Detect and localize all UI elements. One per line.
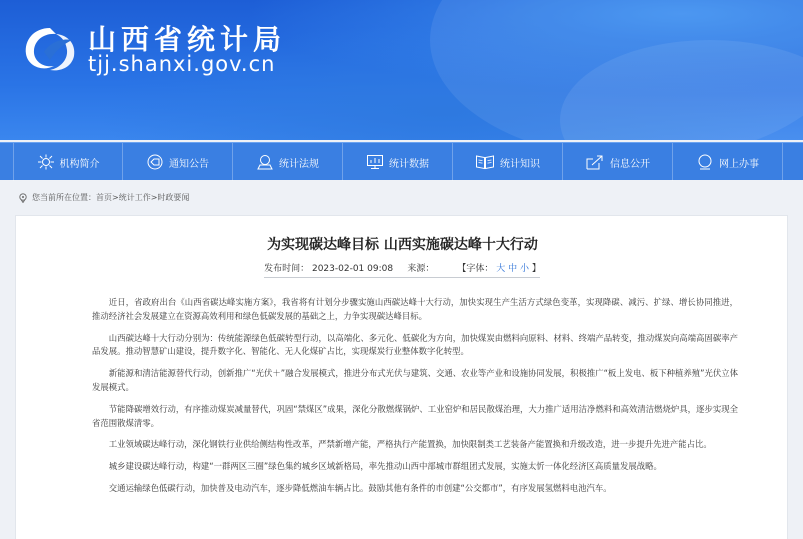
org-icon <box>37 154 55 170</box>
nav-item-law[interactable] <box>233 143 343 181</box>
breadcrumb-separator: > <box>112 193 119 202</box>
nav-item-notice[interactable] <box>123 143 233 181</box>
notice-icon <box>146 154 164 170</box>
source-label: 来源： <box>407 264 435 274</box>
nav-item-knowledge[interactable] <box>453 143 563 181</box>
article-paragraph: 交通运输绿色低碳行动，加快普及电动汽车，逐步降低燃油车辆占比。鼓励其他有条件的市创建“公交都市”，有序发展氢燃料电池汽车。 <box>108 482 612 493</box>
article-meta <box>16 261 789 274</box>
publish-time-label: 发布时间： <box>264 264 310 274</box>
nav-item-org[interactable] <box>13 143 123 181</box>
article-paragraph: 工业领域碳达峰行动，深化钢铁行业供给侧结构性改革，严禁新增产能，严格执行产能置换，加快限制类工艺装备产能置换和升级改造，进一步提升先进产能占比。 <box>108 439 712 450</box>
nav-item-label: 通知公告 <box>169 158 209 170</box>
article-paragraph: 近日，省政府出台《山西省碳达峰实施方案》，我省将有计划分步骤实施山西碳达峰十大行动，加快实现生产生活方式绿色变革，实现降碳、减污、扩绿、增长协同推进，推动经济社会发展建立在资源高效利用和绿色低碳发展的基础之上，力争实现碳达峰目标。 <box>92 297 738 321</box>
law-icon <box>256 154 274 170</box>
nav-item-label: 统计法规 <box>279 158 319 170</box>
nav-item-label: 统计数据 <box>389 158 429 170</box>
site-domain: tjj.shanxi.gov.cn <box>88 52 276 76</box>
site-logo-icon[interactable] <box>20 22 80 74</box>
site-header <box>0 0 803 140</box>
nav-item-label: 统计知识 <box>500 158 540 170</box>
article-paragraph: 城乡建设碳达峰行动，构建“一群两区三圈”绿色集约城乡区域新格局，率先推动山西中部城市群组团式发展，实施太忻一体化经济区高质量发展战略。 <box>108 461 662 472</box>
font-size-small-button[interactable]: 小 <box>519 264 529 274</box>
location-pin-icon <box>18 193 28 203</box>
knowledge-icon <box>475 154 495 170</box>
site-title: 山西省统计局 <box>88 23 287 56</box>
font-size-medium-button[interactable]: 中 <box>508 264 518 274</box>
breadcrumb-separator: > <box>150 193 158 202</box>
article-paragraph: 新能源和清洁能源替代行动，创新推广“光伏＋”融合发展模式，推进分布式光伏与建筑、交通、农业等产业和设施协同发展，积极推广“板上发电、板下种植养殖”光伏立体发展模式。 <box>92 368 738 392</box>
nav-item-data[interactable] <box>343 143 453 181</box>
font-size-large-button[interactable]: 大 <box>496 264 506 274</box>
breadcrumb <box>18 192 189 203</box>
font-size-label: 【字体： <box>457 264 494 274</box>
article-panel <box>15 215 788 539</box>
breadcrumb-home-link[interactable]: 首页 <box>96 193 112 202</box>
article-body <box>92 296 738 504</box>
info-open-icon <box>585 154 605 170</box>
article-paragraph: 节能降碳增效行动，有序推动煤炭减量替代，巩固“禁煤区”成果，深化分散燃煤锅炉、工业窑炉和居民散煤治理，大力推广适用洁净燃料和高效清洁燃烧炉具，逐步实现全省范围散煤清零。 <box>92 403 738 428</box>
online-service-icon <box>696 154 714 170</box>
nav-item-online-service[interactable] <box>673 143 783 181</box>
data-icon <box>366 154 384 170</box>
article-paragraph: 山西碳达峰十大行动分别为：传统能源绿色低碳转型行动，以高端化、多元化、低碳化为方向，加快煤炭由燃料向原料、材料、终端产品转变，推动煤炭向高端高固碳率产品发展。推动智慧矿山建设，提升数字化、智能化、无人化煤矿占比，实现煤炭行业整体数字化转型。 <box>92 332 738 357</box>
meta-divider <box>264 277 540 278</box>
nav-item-label: 机构简介 <box>59 158 100 170</box>
nav-item-info-open[interactable] <box>563 143 673 181</box>
publish-time: 2023-02-01 09:08 <box>311 264 394 274</box>
font-size-label-close: 】 <box>531 264 541 274</box>
breadcrumb-current-link[interactable]: 时政要闻 <box>157 193 190 202</box>
article-title: 为实现碳达峰目标 山西实施碳达峰十大行动 <box>267 237 538 253</box>
nav-item-label: 网上办事 <box>719 158 759 170</box>
breadcrumb-prefix: 您当前所在位置： <box>32 193 96 202</box>
main-nav <box>0 142 803 180</box>
nav-item-label: 信息公开 <box>610 158 650 170</box>
breadcrumb-section-link[interactable]: 统计工作 <box>118 193 151 202</box>
